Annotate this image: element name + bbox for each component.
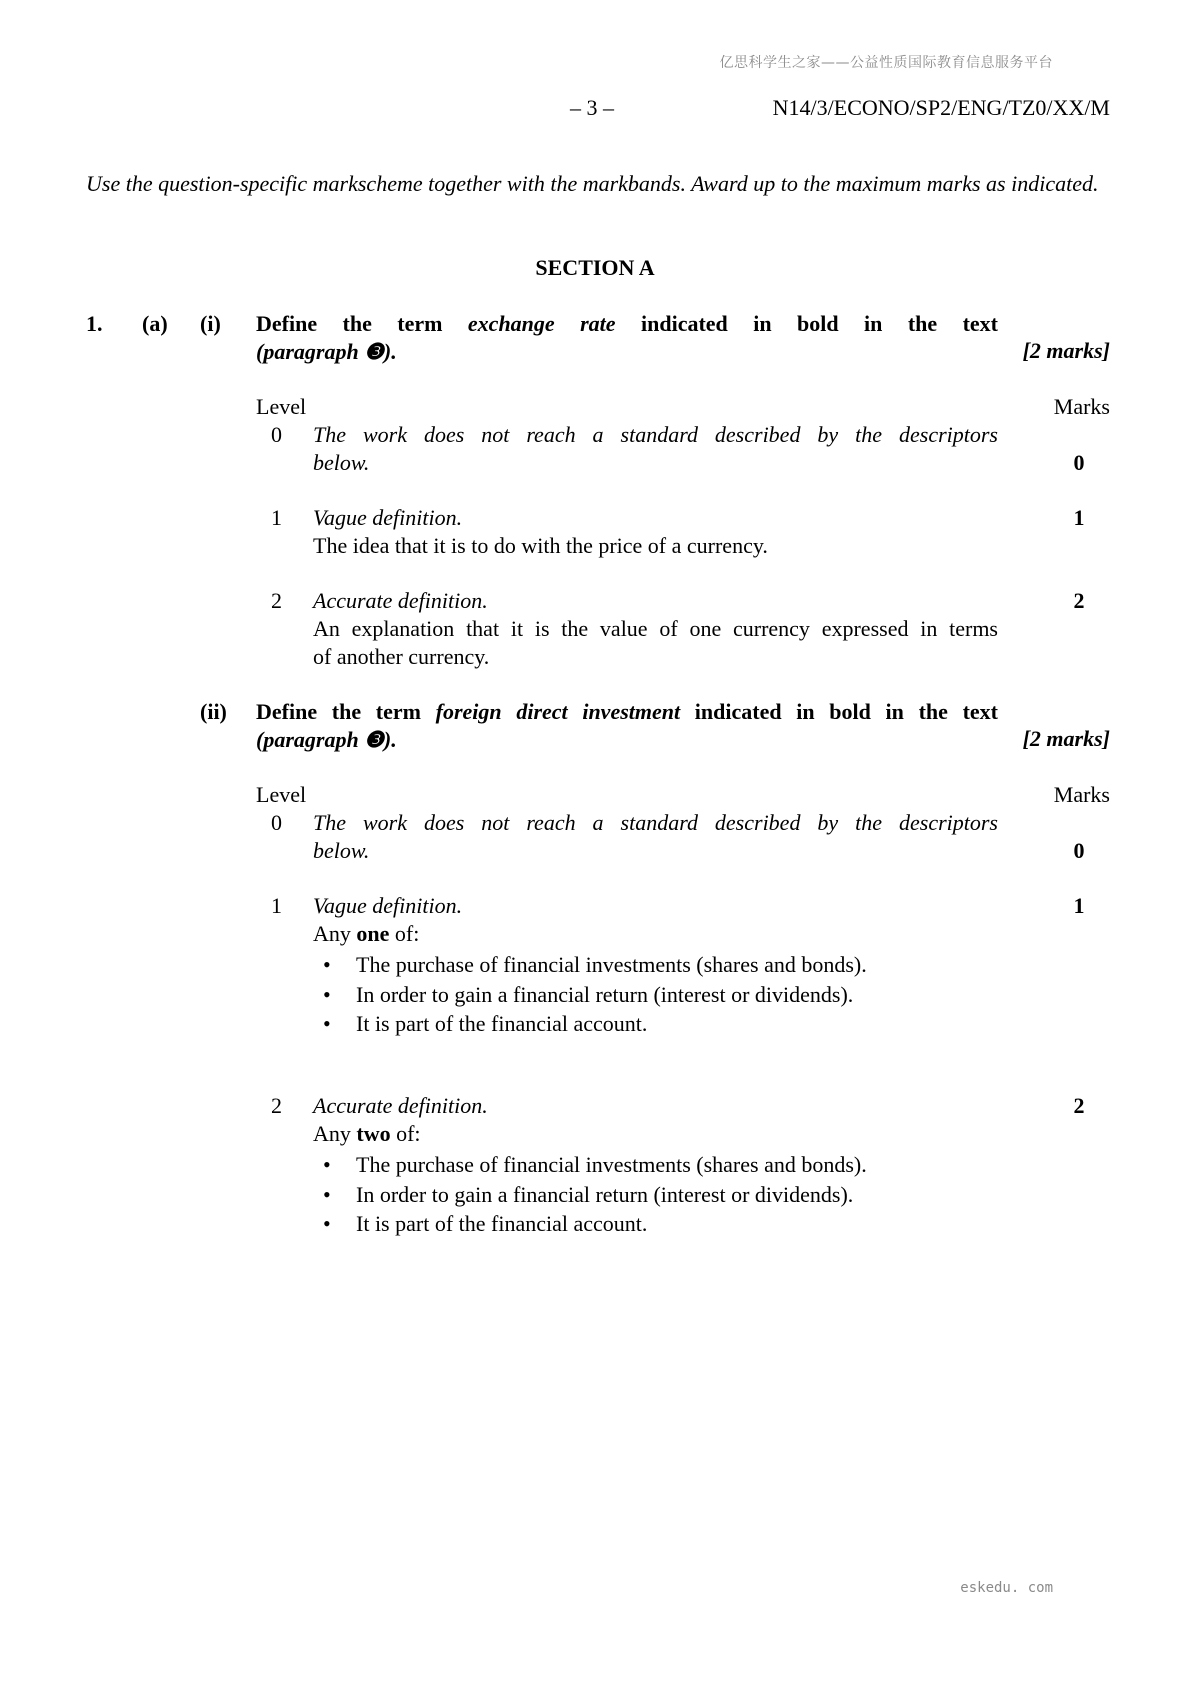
level-number: 0	[271, 422, 282, 447]
level-descriptor: The work does not reach a standard described by the descriptors below.	[313, 810, 998, 863]
question-text-i: Define the term exchange rate indicated in bold in the text (paragraph ❸).	[256, 311, 998, 364]
level-number: 1	[271, 893, 282, 918]
level-header: Level	[256, 782, 307, 807]
level-descriptor: The work does not reach a standard described by the descriptors below.	[313, 422, 998, 475]
level-number: 1	[271, 505, 282, 530]
level-number: 0	[271, 810, 282, 835]
list-item: • It is part of the financial account.	[313, 1209, 998, 1239]
level-mark: 2	[1073, 1093, 1085, 1118]
level-mark: 0	[1073, 450, 1085, 475]
watermark-top: 亿思科学生之家——公益性质国际教育信息服务平台	[719, 55, 1053, 71]
list-item: • The purchase of financial investments (shares and bonds).	[313, 950, 998, 980]
level-descriptor: Vague definition. Any one of: • The purchase of financial investments (shares and bonds). • In order to gain a financial return (interest or dividends). • It is part of the financial account.	[313, 892, 998, 1039]
level-mark: 0	[1073, 838, 1085, 863]
question-number: 1.	[86, 311, 103, 336]
paragraph-ref: (paragraph ❸).	[256, 339, 397, 364]
paragraph-ref: (paragraph ❸).	[256, 727, 397, 752]
page-number: – 3 –	[570, 95, 614, 120]
level-header: Level	[256, 394, 307, 419]
level-mark: 1	[1073, 893, 1085, 918]
subpart-label-ii: (ii)	[200, 699, 227, 724]
level-mark: 1	[1073, 505, 1085, 530]
document-code: N14/3/ECONO/SP2/ENG/TZ0/XX/M	[772, 95, 1110, 120]
question-text-ii: Define the term foreign direct investment indicated in bold in the text (paragraph ❸).	[256, 699, 999, 752]
marks-header: Marks	[1053, 782, 1110, 807]
level-mark: 2	[1073, 588, 1085, 613]
level-number: 2	[271, 588, 282, 613]
subpart-label-i: (i)	[200, 311, 221, 336]
part-label: (a)	[142, 311, 168, 336]
marks-tag-ii: [2 marks]	[1022, 726, 1110, 751]
watermark-bottom: eskedu. com	[960, 1580, 1053, 1596]
bullet-list	[313, 950, 998, 1039]
level-number: 2	[271, 1093, 282, 1118]
marks-tag-i: [2 marks]	[1022, 338, 1110, 363]
section-title: SECTION A	[535, 255, 655, 280]
list-item: • It is part of the financial account.	[313, 1009, 998, 1039]
list-item: • The purchase of financial investments (shares and bonds).	[313, 1150, 998, 1180]
list-item: • In order to gain a financial return (interest or dividends).	[313, 1180, 998, 1210]
level-descriptor: Vague definition. The idea that it is to do with the price of a currency.	[313, 505, 768, 558]
intro-instruction: Use the question-specific markscheme together with the markbands. Award up to the maximum marks as indicated.	[86, 171, 1099, 196]
list-item: • In order to gain a financial return (interest or dividends).	[313, 980, 998, 1010]
level-descriptor: Accurate definition. An explanation that it is the value of one currency expressed in terms of another currency.	[313, 588, 998, 669]
marks-header: Marks	[1053, 394, 1110, 419]
level-descriptor: Accurate definition. Any two of: • The purchase of financial investments (shares and bonds). • In order to gain a financial return (interest or dividends). • It is part of the financial account.	[313, 1092, 998, 1239]
bullet-list	[313, 1150, 998, 1239]
